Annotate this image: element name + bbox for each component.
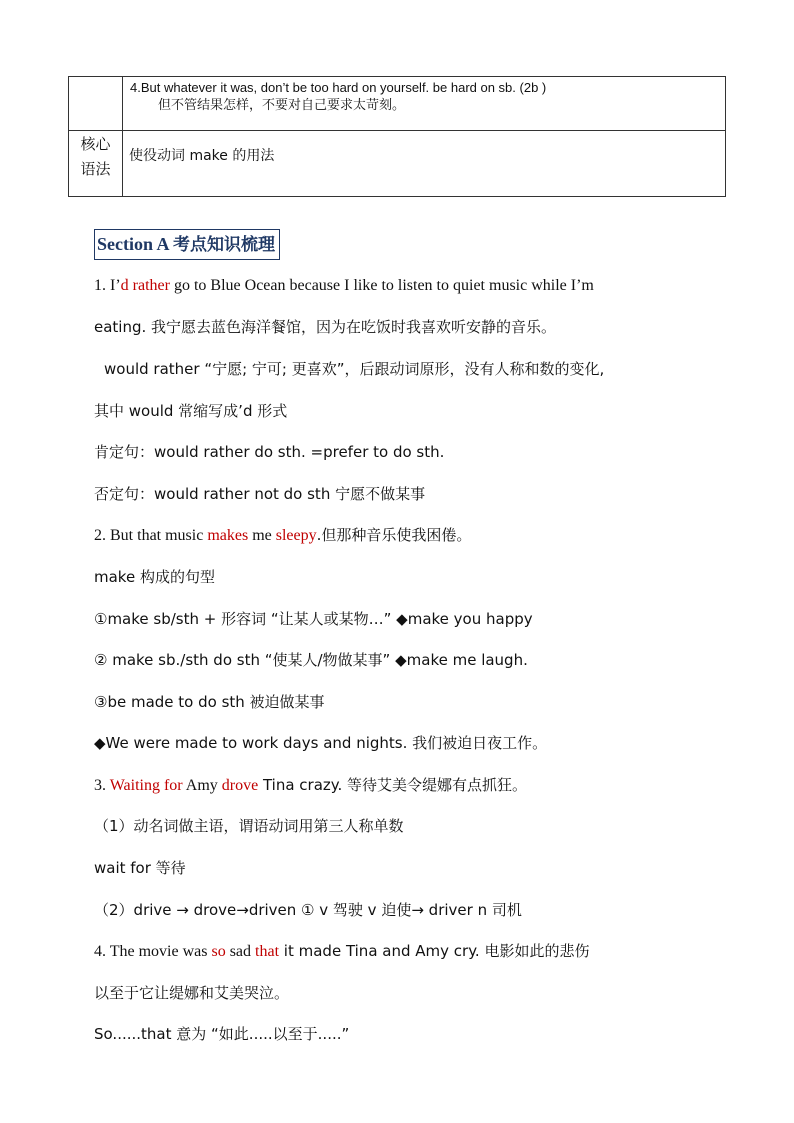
point-4-note: So......that 意为 “如此.....以至于.....” [94,1025,350,1043]
example-cell [123,77,726,131]
pattern-3: ③be made to do sth 被迫做某事 [94,693,325,711]
point-4-sentence: 4. The movie was so sad that it made Tina and Amy cry. 电影如此的悲伤 [94,942,590,960]
pattern-example: ◆We were made to work days and nights. 我们被迫日夜工作。 [94,734,548,752]
affirmative-rule: 肯定句：would rather do sth. =prefer to do sth. [94,443,445,461]
row-label-empty [69,77,123,131]
point-2-sentence: 2. But that music makes me sleepy.但那种音乐使我困倦。 [94,526,472,544]
point-1-sentence: 1. I’d rather go to Blue Ocean because I like to listen to quiet music while I’m [94,277,594,294]
point-1-note-2: 其中 would 常缩写成’d 形式 [94,402,288,420]
point-4-translation: 以至于它让缇娜和艾美哭泣。 [94,984,290,1002]
pattern-1: ①make sb/sth + 形容词 “让某人或某物…” ◆make you happy [94,610,533,628]
grammar-label: 核心 语法 [69,131,123,197]
point-3-note-1: （1）动名词做主语，谓语动词用第三人称单数 [94,817,404,835]
section-heading: Section A 考点知识梳理 [94,229,280,260]
point-1-note: would rather “宁愿; 宁可; 更喜欢”，后跟动词原形，没有人称和数的变化, [104,360,605,378]
highlight-would-rather: d rather [120,277,170,294]
grammar-content: 使役动词 make 的用法 [123,131,726,197]
vocab-table [68,76,726,197]
point-1-translation: eating. 我宁愿去蓝色海洋餐馆，因为在吃饭时我喜欢听安静的音乐。 [94,318,557,336]
table-row [69,131,726,197]
point-3-sentence: 3. Waiting for Amy drove Tina crazy. 等待艾美令缇娜有点抓狂。 [94,776,528,794]
example-translation: 但不管结果怎样，不要对自己要求太苛刻。 [158,98,406,113]
negative-rule: 否定句：would rather not do sth 宁愿不做某事 [94,485,426,503]
point-3-note-2: （2）drive → drove→driven ① v 驾驶 v 迫使→ driver n 司机 [94,901,522,919]
table-row [69,77,726,131]
point-2-heading: make 构成的句型 [94,568,215,586]
point-3-wait-for: wait for 等待 [94,859,186,877]
example-sentence: 4.But whatever it was, don’t be too hard on yourself. be hard on sb. (2b ) [130,80,547,95]
pattern-2: ② make sb./sth do sth “使某人/物做某事” ◆make me laugh. [94,651,528,669]
